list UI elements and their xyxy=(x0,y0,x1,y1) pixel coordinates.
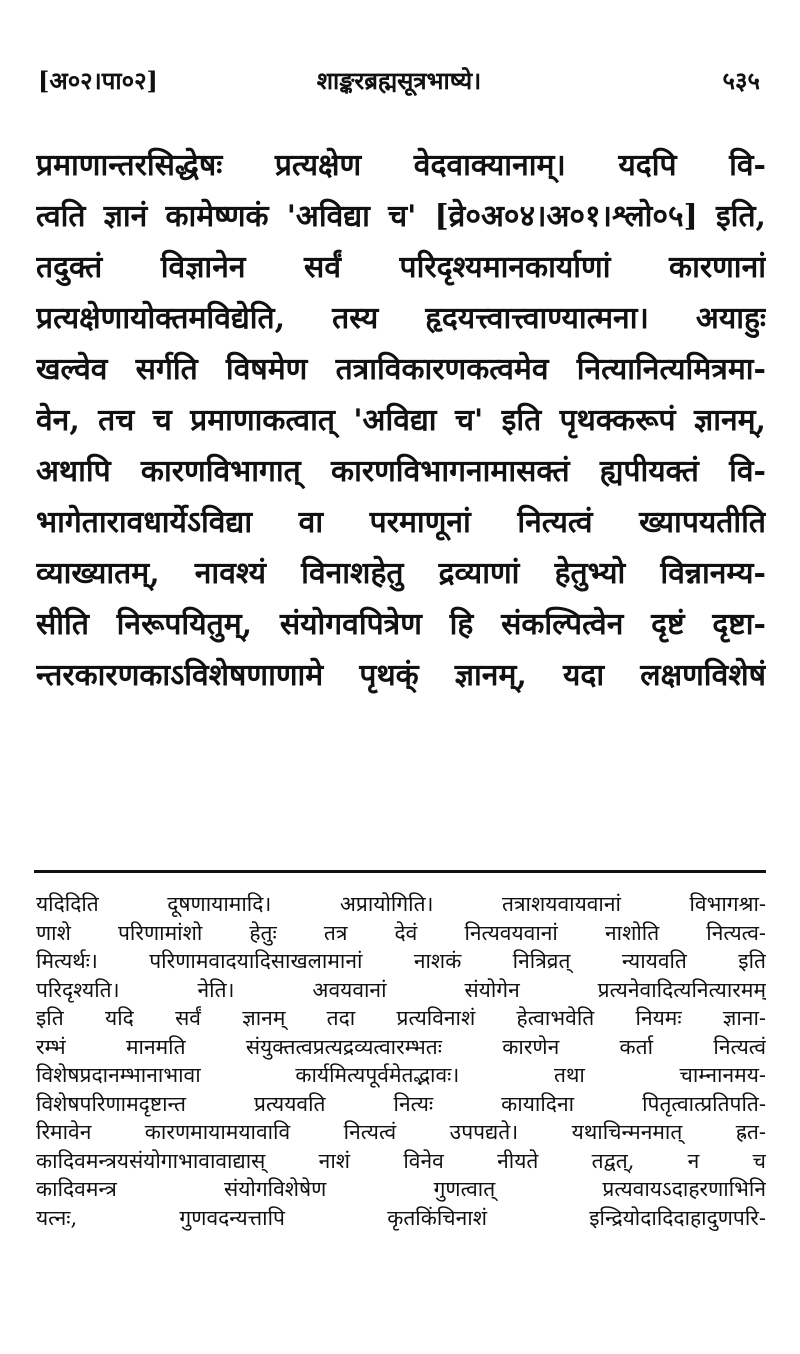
main-text-line: वेन, तच च प्रमाणाकत्वात् 'अविद्या च' इति पृथक्करूपं ज्ञानम्, xyxy=(36,403,766,438)
main-text-line: व्याख्यातम्, नावश्यं विनाशहेतु द्रव्याणां हेतुभ्यो विन्नानम्य- xyxy=(36,556,766,591)
commentary-line: विशेषप्रदानम्भानाभावा कार्यमित्यपूर्वमेतद्भावः। तथा चाम्नानमय- xyxy=(36,1063,766,1087)
main-text-line: तदुक्तं विज्ञानेन सर्वं परिदृश्यमानकार्याणां कारणानां xyxy=(36,250,766,285)
commentary-line: कादिवमन्त्र संयोगविशेषेण गुणत्वात् प्रत्यवायऽदाहरणाभिनि xyxy=(36,1177,766,1201)
main-text-line: अथापि कारणविभागात् कारणविभागनामासक्तं ह्यपीयक्तं वि- xyxy=(36,454,766,489)
running-head xyxy=(38,64,760,106)
commentary-line: इति यदि सर्वं ज्ञानम् तदा प्रत्यविनाशं हेत्वाभवेति नियमः ज्ञाना- xyxy=(36,1006,766,1030)
main-text-line: प्रमाणान्तरसिद्धेषः प्रत्यक्षेण वेदवाक्यानाम्। यदपि वि- xyxy=(36,148,766,183)
main-text-line: न्तरकारणकाऽविशेषणाणामे पृथक्ं ज्ञानम्, यदा लक्षणविशेषं xyxy=(36,658,766,693)
main-text-block xyxy=(36,140,766,701)
commentary-line: णाशे परिणामांशो हेतुः तत्र देवं नित्यवयवानां नाशोति नित्यत्व- xyxy=(36,920,766,945)
main-text-line: प्रत्यक्षेणायोक्तमविद्येति, तस्य हृदयत्त्वात्त्वाण्यात्मना। अयाहुः xyxy=(36,301,766,336)
commentary-line: परिदृश्यति। नेति। अवयवानां संयोगेन प्रत्यनेवादित्यनित्यारमम् xyxy=(36,977,766,1002)
main-text-line: त्वति ज्ञानं कामेष्णकं 'अविद्या च' [व्रे०अ०४।अ०१।श्लो०५] इति, xyxy=(36,199,766,234)
section-divider xyxy=(34,870,766,873)
commentary-block xyxy=(36,890,766,1232)
commentary-line: रिमावेन कारणमायामयावावि नित्यत्वं उपपद्यते। यथाचिन्मनमात् ह्रत- xyxy=(36,1120,766,1144)
commentary-line: रम्भं मानमति संयुक्तत्वप्रत्यद्रव्यत्वारम्भतः कारणेन कर्ता नित्यत्वं xyxy=(36,1034,766,1059)
main-text-line: खल्वेव सर्गति विषमेण तत्राविकारणकत्वमेव नित्यानित्यमित्रमा- xyxy=(36,352,766,387)
section-reference: [अ०२।पा०२] xyxy=(38,66,158,95)
page-number: ५३५ xyxy=(722,66,760,95)
commentary-line: मित्यर्थः। परिणामवादयादिसाखलामानां नाशकं नित्रिव्रत् न्यायवति इति xyxy=(36,949,766,973)
main-text-line: सीति निरूपयितुम्, संयोगवपित्रेण हि संकल्पित्वेन दृष्टं दृष्टा- xyxy=(36,607,766,642)
main-text-line: भागेतारावधार्येऽविद्या वा परमाणूनां नित्यत्वं ख्यापयतीति xyxy=(36,505,766,540)
commentary-line: यदिदिति दूषणायामादि। अप्रायोगिति। तत्राशयवायवानां विभागश्रा- xyxy=(36,892,766,916)
running-title: शाङ्करब्रह्मसूत्रभाष्ये। xyxy=(316,66,482,95)
commentary-line: यत्नः, गुणवदन्यत्तापि कृतकिंचिनाशं इन्द्रियोदादिदाहादुणपरि- xyxy=(36,1205,766,1230)
commentary-line: कादिवमन्त्रयसंयोगाभावावाद्यास् नाशं विनेव नीयते तद्वत्, न च xyxy=(36,1148,766,1173)
commentary-line: विशेषपरिणामदृष्टान्त प्रत्ययवति नित्यः कायादिना पितृत्वात्प्रतिपति- xyxy=(36,1091,766,1116)
